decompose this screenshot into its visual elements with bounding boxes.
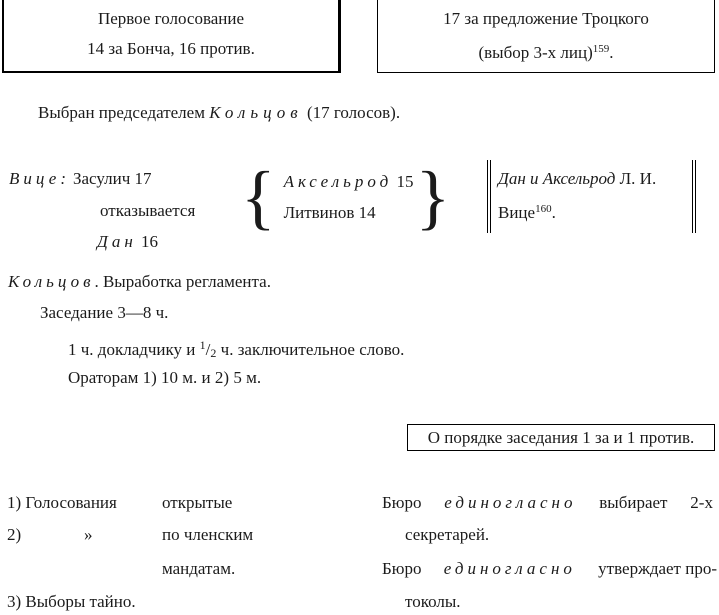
bureau-line3-word2: единогласно — [443, 559, 576, 578]
first-voting-line1: Первое голосование — [97, 9, 245, 28]
margin-note-initials: Л. И. — [619, 169, 657, 188]
axelrod-line — [283, 166, 414, 197]
bureau-line1-word4: 2-х — [690, 493, 713, 512]
voting-rule-1-value: открытые — [162, 493, 233, 512]
one-half-fraction — [200, 340, 217, 359]
margin-note-line2 — [498, 199, 556, 223]
open-brace-glyph: { — [241, 157, 276, 237]
orators-line: Ораторам 1) 10 м. и 2) 5 м. — [68, 368, 262, 387]
litvinov-line: Литвинов 14 — [283, 203, 376, 222]
fraction-numerator: 1 — [199, 338, 206, 352]
vice-label: Вице: — [9, 169, 71, 188]
bureau-line1 — [382, 493, 713, 513]
fraction-slash: / — [205, 340, 211, 359]
margin-note-names: Дан и Аксельрод — [498, 169, 616, 188]
kolcov-agenda-text: . Выработка регламента. — [94, 272, 271, 291]
brace-items — [276, 166, 416, 228]
trotsky-line1: 17 за предложение Троцкого — [443, 9, 649, 28]
dan-votes: 16 — [141, 232, 158, 251]
speaker-time-before: 1 ч. докладчику и — [68, 340, 196, 359]
footnote-ref-159: 159 — [592, 43, 610, 55]
order-box-text: О порядке заседания 1 за и 1 против. — [427, 428, 695, 447]
voting-rule-2-number: 2) — [7, 525, 22, 544]
speaker-time-after: ч. заключительное слово. — [220, 340, 405, 359]
bureau-line1-word2: единогласно — [444, 493, 577, 512]
chairman-name: Кольцов — [209, 103, 303, 122]
footnote-ref-160: 160 — [535, 203, 552, 215]
trotsky-line2 — [378, 34, 714, 68]
chairman-line — [38, 103, 400, 123]
axelrod-name: Аксельрод — [283, 172, 393, 191]
bureau-line1-word1: Бюро — [382, 493, 422, 512]
margin-note-right-rule — [692, 160, 696, 233]
kolcov-name: Кольцов — [8, 272, 95, 291]
vice-dan-line — [97, 232, 158, 252]
margin-note-period: . — [551, 203, 556, 222]
trotsky-voting-box — [377, 0, 715, 73]
bureau-line3 — [382, 559, 717, 579]
vice-refuses-line: отказывается — [100, 201, 196, 220]
dan-name: Дан — [97, 232, 137, 251]
first-voting-box — [2, 0, 341, 73]
voting-rule-1-label: Голосования — [25, 493, 117, 512]
kolcov-agenda-line — [8, 272, 271, 292]
bureau-line4: токолы. — [405, 592, 461, 611]
order-box — [407, 424, 715, 451]
speaker-time-line — [68, 335, 404, 363]
bureau-line2: секретарей. — [405, 525, 490, 544]
bureau-line1-word3: выбирает — [599, 493, 668, 512]
margin-note-vice: Вице — [498, 203, 536, 222]
voting-rule-2-value: по членским — [162, 525, 254, 544]
close-brace-glyph: } — [415, 157, 451, 237]
trotsky-line2-text: (выбор 3-х лиц) — [478, 43, 593, 62]
chairman-suffix: (17 голосов). — [306, 103, 401, 122]
bureau-line3-word3: утверждает про- — [598, 559, 717, 578]
first-voting-line2: 14 за Бонча, 16 против. — [87, 39, 255, 58]
bureau-line3-word1: Бюро — [382, 559, 422, 578]
chairman-prefix: Выбран председателем — [38, 103, 205, 122]
voting-rule-1 — [7, 493, 117, 513]
ditto-mark: » — [84, 525, 93, 544]
voting-rule-3: 3) Выборы тайно. — [7, 592, 136, 611]
axelrod-votes: 15 — [396, 172, 414, 191]
margin-note-left-rule — [487, 160, 491, 233]
margin-note-line1 — [498, 169, 656, 189]
voting-rule-1-number: 1) — [7, 493, 22, 512]
vice-zasulich-line: Засулич 17 — [73, 169, 152, 188]
trotsky-line2-period: . — [609, 43, 614, 62]
vote-brace-group — [241, 157, 451, 237]
voting-rule-2-value-continued: мандатам. — [162, 559, 236, 578]
session-hours-line: Заседание 3—8 ч. — [40, 303, 169, 322]
fraction-denominator: 2 — [210, 346, 217, 360]
